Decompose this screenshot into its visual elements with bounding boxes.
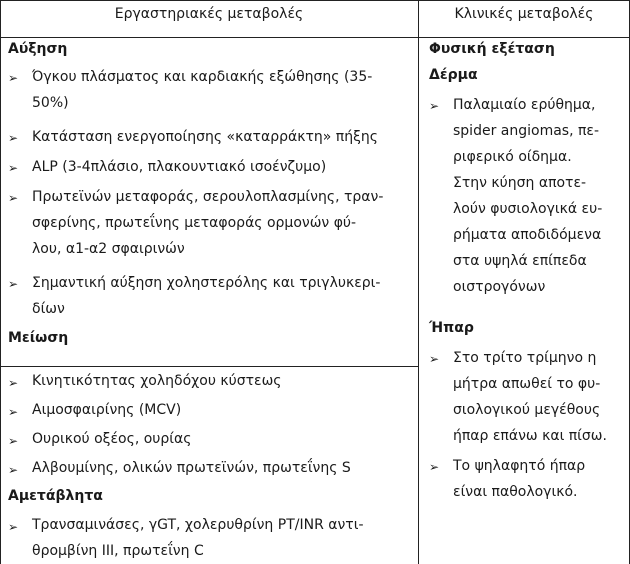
section-skin: Δέρμα <box>429 67 478 83</box>
item-line: σφερίνης, πρωτεΐνης μεταφοράς ορμονών φύ- <box>32 215 357 231</box>
section-physical-exam: Φυσική εξέταση <box>429 41 555 57</box>
arrow-bullet-icon: ➢ <box>8 405 19 419</box>
item-line: Αιμοσφαιρίνης (MCV) <box>32 402 182 418</box>
item-line: λου, α1-α2 σφαιρινών <box>32 241 185 257</box>
item-line: Κατάσταση ενεργοποίησης «καταρράκτη» πήξης <box>32 129 378 145</box>
item-line: στα υψηλά επίπεδα <box>453 253 587 269</box>
item-line: δίων <box>32 301 65 317</box>
section-liver: Ήπαρ <box>429 320 474 336</box>
item-line: ρήματα αποδιδόμενα <box>453 227 602 243</box>
arrow-bullet-icon: ➢ <box>429 99 440 113</box>
item-line: Όγκου πλάσματος και καρδιακής εξώθησης (35- <box>32 69 373 85</box>
item-line: Τρανσαμινάσες, γGT, χολερυθρίνη PT/INR αντι- <box>32 517 364 533</box>
item-line: Το ψηλαφητό ήπαρ <box>453 458 586 474</box>
header-clinical-changes: Κλινικές μεταβολές <box>454 6 594 22</box>
item-line: spider angiomas, πε- <box>453 123 600 139</box>
item-line: Αλβουμίνης, ολικών πρωτεϊνών, πρωτεΐνης S <box>32 460 351 476</box>
item-line: 50%) <box>32 95 69 111</box>
item-line: Ουρικού οξέος, ουρίας <box>32 431 192 447</box>
arrow-bullet-icon: ➢ <box>8 463 19 477</box>
item-line: ριφερικό οίδημα. <box>453 149 572 165</box>
item-line: ήπαρ επάνω και πίσω. <box>453 428 607 444</box>
arrow-bullet-icon: ➢ <box>8 520 19 534</box>
item-line: Σημαντική αύξηση χοληστερόλης και τριγλυκερι- <box>32 275 381 291</box>
header-lab-changes: Εργαστηριακές μεταβολές <box>114 6 304 22</box>
item-line: σιολογικού μεγέθους <box>453 402 601 418</box>
section-decrease: Μείωση <box>8 330 69 346</box>
item-line: Πρωτεϊνών μεταφοράς, σερουλοπλασμίνης, τραν- <box>32 189 384 205</box>
item-line: θρομβίνη ΙΙΙ, πρωτεΐνη C <box>32 543 204 559</box>
item-line: ALP (3-4πλάσιο, πλακουντιακό ισοένζυμο) <box>32 159 327 175</box>
item-line: Στην κύηση αποτε- <box>453 175 587 191</box>
arrow-bullet-icon: ➢ <box>8 376 19 390</box>
arrow-bullet-icon: ➢ <box>8 434 19 448</box>
arrow-bullet-icon: ➢ <box>429 460 440 474</box>
arrow-bullet-icon: ➢ <box>8 277 19 291</box>
item-line: λούν φυσιολογικά ευ- <box>453 201 603 217</box>
arrow-bullet-icon: ➢ <box>8 131 19 145</box>
section-unchanged: Αμετάβλητα <box>8 488 103 504</box>
item-line: είναι παθολογικό. <box>453 484 578 500</box>
arrow-bullet-icon: ➢ <box>429 352 440 366</box>
item-line: Κινητικότητας χοληδόχου κύστεως <box>32 373 282 389</box>
item-line: Παλαμιαίο ερύθημα, <box>453 97 596 113</box>
section-increase: Αύξηση <box>8 41 68 57</box>
item-line: οιστρογόνων <box>453 279 546 295</box>
item-line: Στο τρίτο τρίμηνο η <box>453 350 597 366</box>
arrow-bullet-icon: ➢ <box>8 71 19 85</box>
arrow-bullet-icon: ➢ <box>8 161 19 175</box>
arrow-bullet-icon: ➢ <box>8 191 19 205</box>
item-line: μήτρα απωθεί το φυ- <box>453 376 601 392</box>
